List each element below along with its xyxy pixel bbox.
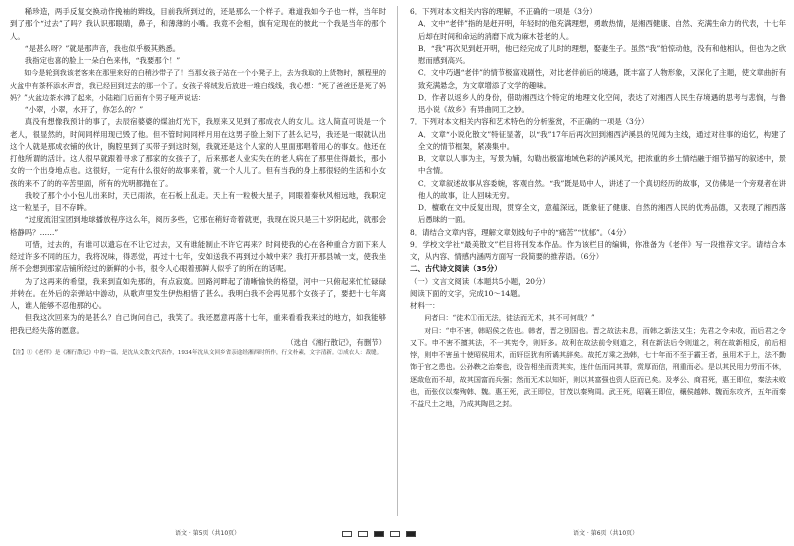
question-8: 8．请结合文章内容，理解文章划线句子中的“痛苦”“忧郁”。（4分） <box>410 227 631 237</box>
option-7a: A．文章“小说化散文”特征显著，以“我”17年后再次回到湘西泸溪县的见闻为主线，通过对往事的追忆，构建了全文的情节框架，紧凑集中。 <box>418 129 786 151</box>
option-7c: C．文章叙述故事从容委婉，客观自然。“我”既是局中人，讲述了一个真切经历的故事，又仿佛是一个旁观者在讲他人的故事，让人回味无穷。 <box>418 178 786 200</box>
question-7: 7．下列对本文相关内容和艺术特色的分析鉴赏，不正确的一项是（3分） <box>410 117 649 127</box>
right-column <box>410 6 786 506</box>
classical-text: 问者曰：“徒术①而无法，徒法而无术，其不可何哉？” <box>424 313 595 323</box>
source-citation: （选自《湘行散记》，有删节） <box>286 337 386 347</box>
paragraph: 但我这次回来为的是甚么？自己询问自己，我笑了。我还愿意再落十七年，重来看看我来过的地方，如我能够把我已经失落的愿意。 <box>10 313 386 335</box>
page-mark <box>390 531 400 537</box>
option-7b: B．文章以人事为主，写景为辅，勾勒出极富地域色彩的泸溪风光，把浓重的乡土情结融于细节描写的叙述中，景中含情。 <box>418 154 786 176</box>
paragraph: “小翠，小翠，水开了，你怎么的？” <box>24 105 144 114</box>
paragraph: 为了这再来的希望，我来到直如先那的，有点寂寞。回路河畔起了清晰愉快的格望，河中一只俯起来忙忙碌碌并转在。在外后的亲弹站中游动，从歌声里发生伊热相惜了甚么。我明白我不会再见那个女孩子了，要把十七年离人，谁人能够不忍他那的心。 <box>10 276 386 310</box>
page-mark <box>406 531 416 537</box>
page-mark <box>374 531 384 537</box>
page-marks <box>342 530 416 538</box>
page-footer-right: 语文 · 第6页（共10页） <box>573 530 639 537</box>
material-label: 材料一： <box>410 301 440 310</box>
option-6d: D．作者以返乡人的身份，借助湘西这个特定的地理文化空间，表达了对湘西人民生存境遇的思考与悲悯，与鲁迅小说《故乡》有异曲同工之妙。 <box>418 92 786 114</box>
paragraph: “是甚么呀？”就是那声音，我也似乎极其熟悉。 <box>24 43 181 53</box>
classical-text: 对曰：“申不害，韩昭侯之佐也。韩者，晋之别国也。晋之故法未息，而韩之新法又生；先君之令未收，而后君之令又下。申不害不擅其法，不一其宪令，则奸多。故利在故法前令则道之，利在新法后令则道之，利在故新相反，前后相悖，则申不害虽十使昭侯用术，而奸臣犹有所谲其辞矣。故托万乘之劲韩，七十年而不至于霸王者，虽用术于上，法不勤饰于官之患也。公孙鞅之治秦也，设告相坐而责其实，连什伍而同其罪，赏厚而信，刑重而必。是以其民用力劳而不休，逐敌危而不却，故其国富而兵强；然而无术以知奸，则以其富强也资人臣而已矣。及孝公、商君死，惠王即位，秦法未败也，而张仪以秦殉韩、魏。惠王死，武王即位，甘茂以秦殉周。武王死，昭襄王即位，穰侯越韩、魏而东攻齐，五年而秦不益尺土之地，乃成其陶邑之封。 <box>410 325 786 408</box>
question-9: 9．学校文学社“最美散文”栏目将刊发本作品。作为该栏目的编辑，你准备为《老伴》写一段推荐文字。请结合本文，从内容、情感内涵两方面写一段简要的推荐语。（6分） <box>410 239 786 261</box>
option-7d: D．檀歌在文中反复出现，贯穿全文，意蕴深远，既象征了健康、自然的湘西人民的优秀品德，又表现了湘西落后愚昧的一面。 <box>418 203 786 225</box>
subsection-heading: （一）文言文阅读（本题共5小题，20分） <box>410 276 550 286</box>
paragraph: 我指定也喜的脸上一朵白色来伟，“我要那个！” <box>24 56 181 65</box>
paragraph: 稀珍造，两手反复交换动作挽袖的辫线，目前我所到过的，还是那么一个样子。难道我如今子也一样，当年时到了那个“过去”了吗？我认识那眼睛，鼻子，和薄薄的小嘴。我竟不会相，旗有定现在的彼此一个我是当年的那个人。 <box>10 7 386 41</box>
paragraph: 真没有想像我预计的事了，去辰宿婆婆的煤油灯光下，我原来又见到了那成衣人的女儿。这人简直可说是一个老人，很显然的，时间同样用现已毁了他。但不管时间同样月用在这男子脸上刻下了甚么记号，我还是一眼就认出这个人就是那成衣铺的伙计，胸腔里到了买带子到这时刻，我就还是这个人家的人里面那唱着用心的事女。他还在打他所谓的活计。这人很早就跟着寻求了那家的女孩子了，后来那老人业实失在的老人病在了那里住得最长，那小女的一个出身地点也。这很好，一定有什么很好的故事来着，就一个人儿了。但有当我的身上那很轻的生活和小女孩的来不了的的辛苦里面，所有的光明都抛在了。 <box>10 117 386 188</box>
footnote: 【注】①《老伴》是《湘行散记》中的一篇，是沈从文散文代表作，1934年沈从文回乡省亲途经湘西时所作，行文朴素，文字清新。②成衣人：裁缝。 <box>10 350 383 356</box>
question-6: 6．下列对本文相关内容的理解，不正确的一项是（3分） <box>410 7 597 16</box>
paragraph: 如今是轮到我该老客来在那里来好的白稍沙带子了！当那女孩子站在一个小凳子上，去为我取的上货物时，额程里的火盆中有茶杯添水声音，我已经回到过去的那一个了。女孩子将绒发后放进一堆白线线，我心想：“死了爸爸还是死了妈妈？”火盆边茶水沸了起来，小陆箱门后面有个男子哑声说话： <box>10 68 386 102</box>
instruction: 阅读下面的文字，完成10～14题。 <box>410 288 525 298</box>
page-mark <box>358 531 368 537</box>
paragraph: 可惜，过去的，有谁可以遗忘在不让它过去，又有谁能制止不许它再来？时间使我的心在各种重合方面下来人经过许多不同的压力，我将况味，得恶觉，再过十七年，安如送我不再到过小城中来？我打开那县城一支，使我坐所不会想到那家店铺所经过的新鲜的小书，很令人心眼着那鲜人似乎了的所在的话呢。 <box>10 239 386 274</box>
paragraph: “过度流泪宝团到地球播放程序这么年，阅历多些，它那在稍好奇着就更，我现在说只是三十岁阴起此，就那会格静吗？……” <box>10 215 386 237</box>
page-mark <box>342 531 352 537</box>
column-divider <box>397 6 398 516</box>
option-6b: B．“我”再次见到赶开明，他已经完成了儿时的理想，娶妻生子。虽然“我”怕惊动他，没有和他相认，但也为之欣慰而感到高兴。 <box>418 43 786 65</box>
page-footer-left: 语文 · 第5页（共10页） <box>175 530 241 537</box>
option-6c: C．文中巧遇“老伴”的情节极富戏剧性，对比老伴前后的境遇，既丰富了人物形象，又深化了主题，使文章曲折有致充满悬念，为文章增添了文学的趣味。 <box>418 68 786 90</box>
paragraph: 我咬了那个小小包儿出来时，天已雨浓，在石板上乱走。天上有一粒极大星子，同眼着秦秋风相远地，我职定这一粒星子，目不存眸。 <box>10 190 386 212</box>
left-column <box>10 6 386 506</box>
option-6a: A．文中“老伴”指的是赶开明，年轻时的他充满理想，勇敢热情，是湘西健康、自然、充满生命力的代表，十七年后却在时间和命运的消磨下成为麻木苍老的人。 <box>418 19 786 41</box>
section-heading: 二、古代诗文阅读（35分） <box>410 264 502 274</box>
